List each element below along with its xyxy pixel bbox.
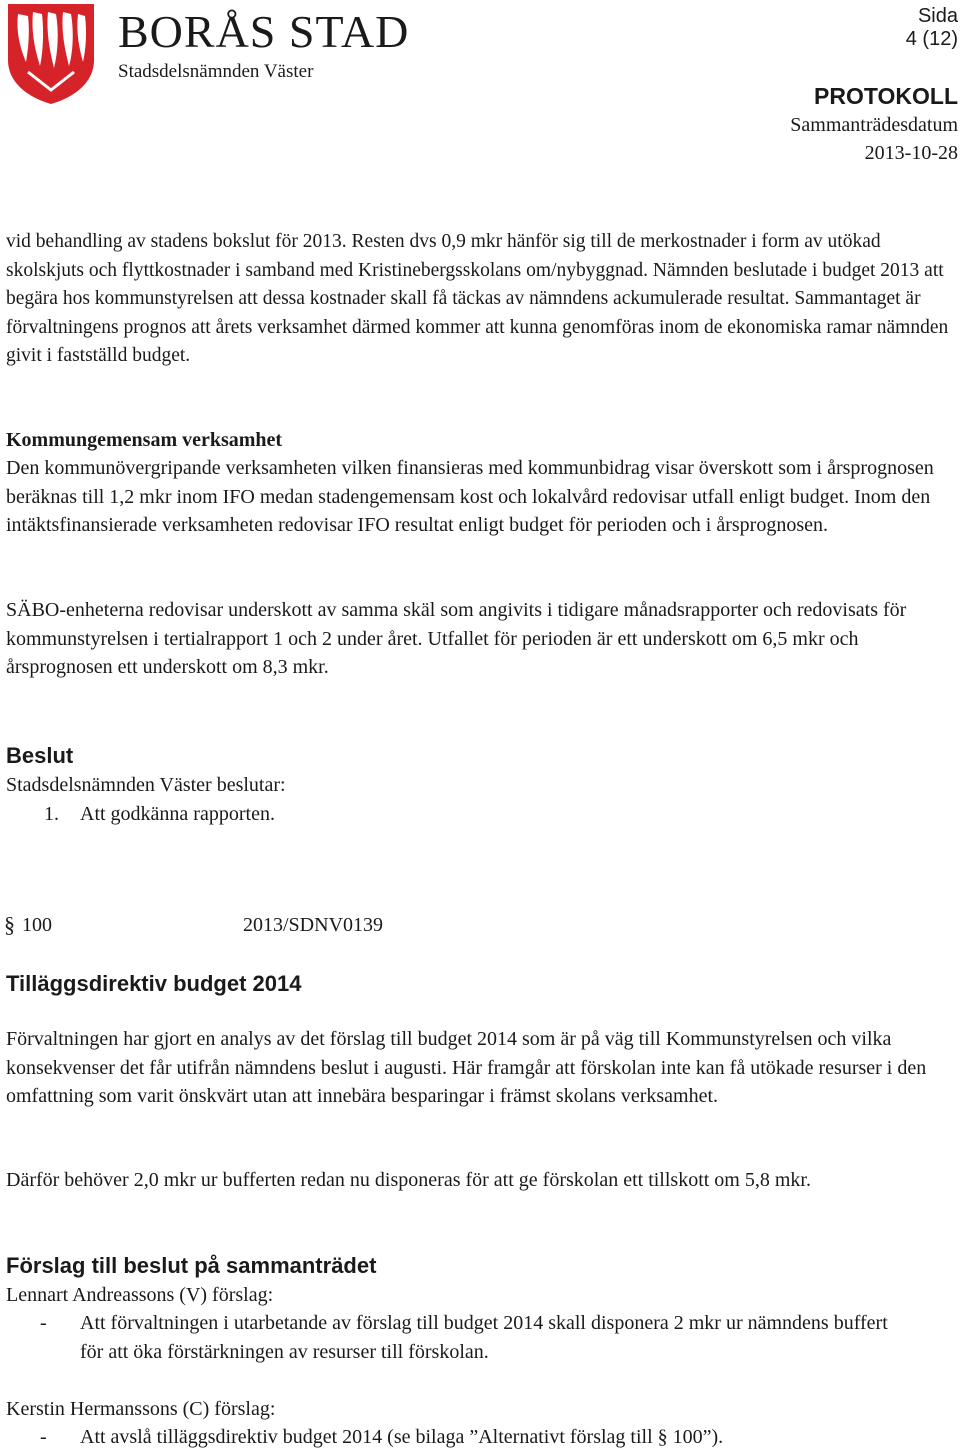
decision-heading: Beslut (6, 743, 74, 768)
decision-intro: Stadsdelsnämnden Väster beslutar: (6, 774, 286, 796)
date-label: Sammanträdesdatum (790, 114, 958, 136)
matter-title: Tilläggsdirektiv budget 2014 (6, 971, 302, 996)
paragraph-symbol: § (4, 912, 15, 937)
decision-item-text: Att godkänna rapporten. (80, 803, 275, 825)
boras-crest-logo (6, 2, 96, 106)
proposal-2-label: Kerstin Hermanssons (C) förslag: (6, 1398, 276, 1420)
paragraph-number: 100 (22, 914, 52, 936)
matter-paragraph-1: Förvaltningen har gjort en analys av det förslag till budget 2014 som är på väg till Kommunstyrelsen och vilka konsekvenser det får utifrån nämndens beslut i augusti. Här framgår att förskolan inte kan få utökade resurser i den omfattning som varit önskvärt utan att innebära besparingar i främst skolans verksamhet. (6, 1028, 927, 1107)
decision-item-number: 1. (44, 803, 59, 825)
proposals-heading: Förslag till beslut på sammanträdet (6, 1253, 377, 1278)
brand-subtitle: Stadsdelsnämnden Väster (118, 61, 314, 82)
section-heading-common: Kommungemensam verksamhet (6, 429, 283, 451)
page-number: 4 (12) (905, 28, 958, 50)
document-type: PROTOKOLL (814, 83, 958, 109)
page-label: Sida (917, 5, 958, 27)
matter-paragraph-2: Därför behöver 2,0 mkr ur bufferten redan nu disponeras för att ge förskolan ett tillskott om 5,8 mkr. (6, 1169, 811, 1191)
section-paragraph-common: Den kommunövergripande verksamheten vilken finansieras med kommunbidrag visar överskott som i årsprognosen beräknas till 1,2 mkr inom IFO medan stadengemensam kost och lokalvård redovisar utfall enligt budget. Inom den intäktsfinansierade verksamheten redovisar IFO resultat enligt budget för perioden och i årsprognosen. (6, 457, 934, 536)
proposal-2-text: Att avslå tilläggsdirektiv budget 2014 (se bilaga ”Alternativt förslag till § 100”). (80, 1426, 724, 1448)
proposal-1-label: Lennart Andreassons (V) förslag: (6, 1284, 274, 1306)
proposal-1-text: Att förvaltningen i utarbetande av förslag till budget 2014 skall disponera 2 mkr ur nämndens buffert för att öka förstärkningen av resurser till förskolan. (80, 1312, 888, 1363)
proposal-2-dash: - (40, 1426, 47, 1448)
sabo-paragraph: SÄBO-enheterna redovisar underskott av samma skäl som angivits i tidigare månadsrapporter och redovisats för kommunstyrelsen i tertialrapport 1 och 2 under året. Utfallet för perioden är ett underskott om 6,5 mkr och årsprognosen ett underskott om 8,3 mkr. (6, 599, 907, 678)
proposal-1-dash: - (40, 1312, 47, 1334)
date-value: 2013-10-28 (864, 142, 958, 164)
brand-name: BORÅS STAD (118, 6, 410, 57)
intro-paragraph: vid behandling av stadens bokslut för 2013. Resten dvs 0,9 mkr hänför sig till de merkostnader i form av utökad skolskjuts och flyttkostnader i samband med Kristinebergsskolans om/nybyggnad. Nämnden beslutade i budget 2013 att begära hos kommunstyrelsen att dessa kostnader skall få täckas av nämndens ackumulerade resultat. Sammantaget är förvaltningens prognos att årets verksamhet därmed kommer att kunna genomföras inom de ekonomiska ramar nämnden givit i fastställd budget. (6, 231, 949, 366)
diary-number: 2013/SDNV0139 (243, 914, 384, 936)
